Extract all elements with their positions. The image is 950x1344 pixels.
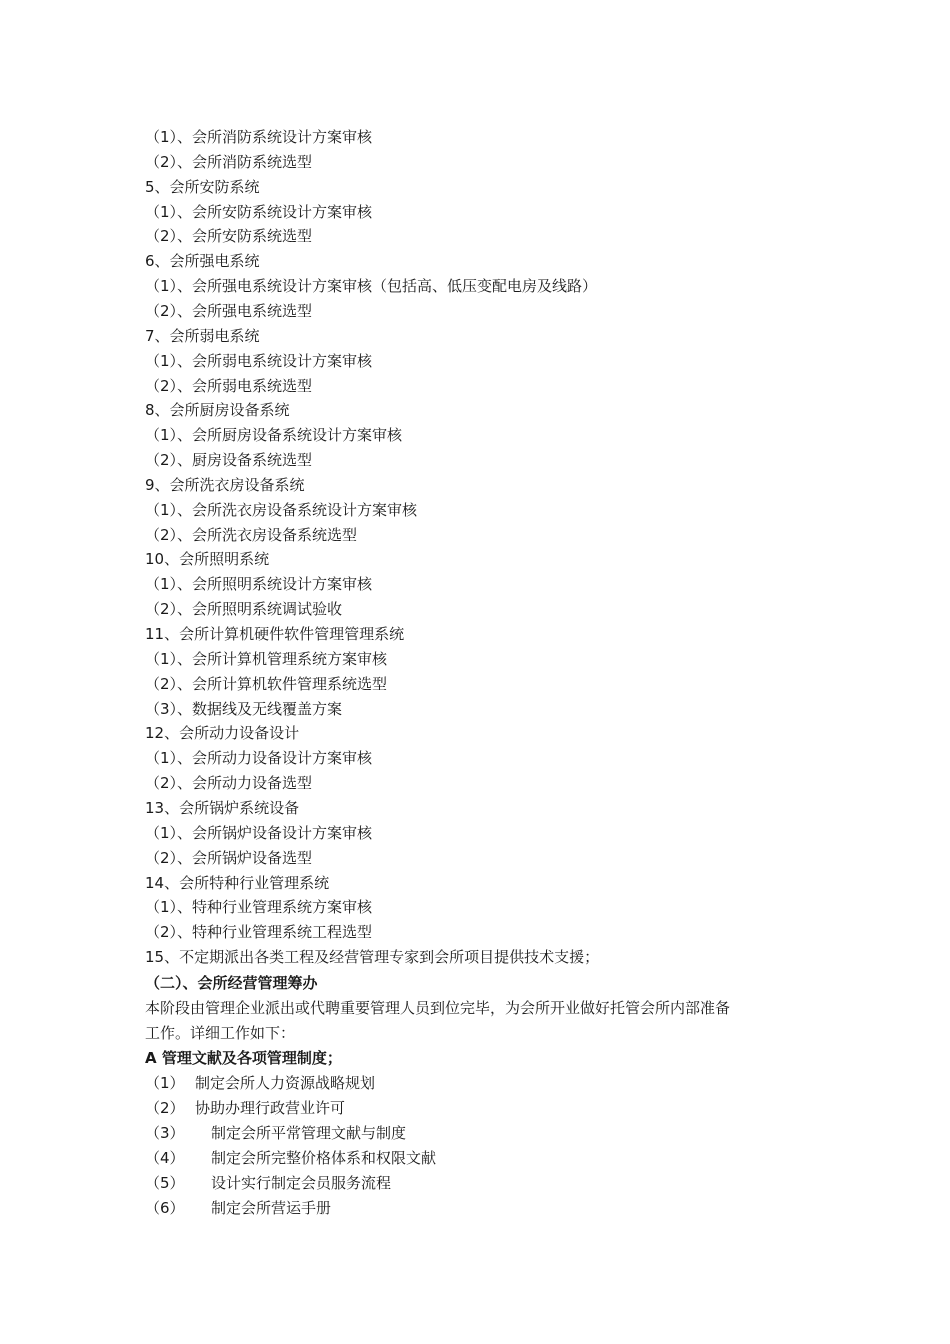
list-item-number: （6） (145, 1199, 185, 1217)
outline-line: （2）、会所锅炉设备选型 (145, 849, 313, 867)
outline-line: （2）、会所弱电系统选型 (145, 377, 313, 395)
outline-line: （1）、会所洗衣房设备系统设计方案审核 (145, 501, 418, 519)
outline-line: （2）、会所动力设备选型 (145, 774, 313, 792)
list-item-text: 协助办理行政营业许可 (195, 1099, 346, 1117)
list-item-number: （3） (145, 1124, 185, 1142)
outline-line: 11、会所计算机硬件软件管理管理系统 (145, 625, 405, 643)
outline-line: （2）、会所消防系统选型 (145, 153, 313, 171)
section-subheading: A 管理文献及各项管理制度； (145, 1049, 342, 1067)
outline-line: 13、会所锅炉系统设备 (145, 799, 300, 817)
list-item-number: （2） (145, 1099, 185, 1117)
list-item (145, 1146, 825, 1171)
outline-line: 10、会所照明系统 (145, 550, 270, 568)
outline-line: （1）、会所弱电系统设计方案审核 (145, 352, 373, 370)
outline-line: 15、不定期派出各类工程及经营管理专家到会所项目提供技术支援； (145, 948, 600, 966)
list-item-number: （4） (145, 1149, 185, 1167)
outline-line: （1）、会所厨房设备系统设计方案审核 (145, 426, 403, 444)
list-item (145, 1071, 825, 1096)
outline-line: （2）、会所计算机软件管理系统选型 (145, 675, 388, 693)
outline-line: （1）、会所锅炉设备设计方案审核 (145, 824, 373, 842)
section-heading: （二）、会所经营管理筹办 (145, 974, 318, 992)
list-item (145, 1096, 825, 1121)
outline-line: （3）、数据线及无线覆盖方案 (145, 700, 343, 718)
list-item-number: （1） (145, 1074, 185, 1092)
list-item-text: 设计实行制定会员服务流程 (211, 1174, 392, 1192)
outline-line: （1）、会所计算机管理系统方案审核 (145, 650, 388, 668)
outline-line: （2）、会所安防系统选型 (145, 227, 313, 245)
outline-line: 14、会所特种行业管理系统 (145, 874, 330, 892)
outline-line: 8、会所厨房设备系统 (145, 401, 290, 419)
list-item (145, 1121, 825, 1146)
outline-line: （1）、会所强电系统设计方案审核（包括高、低压变配电房及线路） (145, 277, 598, 295)
list-item-text: 制定会所完整价格体系和权限文献 (211, 1149, 437, 1167)
outline-line: （2）、会所强电系统选型 (145, 302, 313, 320)
outline-line: （2）、厨房设备系统选型 (145, 451, 313, 469)
list-item-text: 制定会所人力资源战略规划 (195, 1074, 376, 1092)
list-item-text: 制定会所营运手册 (211, 1199, 332, 1217)
list-item-text: 制定会所平常管理文献与制度 (211, 1124, 407, 1142)
outline-line: 9、会所洗衣房设备系统 (145, 476, 305, 494)
list-item (145, 1171, 825, 1196)
outline-line: （1）、会所安防系统设计方案审核 (145, 203, 373, 221)
list-item-number: （5） (145, 1174, 185, 1192)
outline-line: （2）、特种行业管理系统工程选型 (145, 923, 373, 941)
section-paragraph-line-1: 本阶段由管理企业派出或代聘重要管理人员到位完毕，为会所开业做好托管会所内部准备 (145, 999, 731, 1017)
outline-line: （1）、会所动力设备设计方案审核 (145, 749, 373, 767)
outline-line: （2）、会所洗衣房设备系统选型 (145, 526, 358, 544)
list-item (145, 1196, 825, 1221)
outline-line: （1）、会所照明系统设计方案审核 (145, 575, 373, 593)
outline-line: （1）、会所消防系统设计方案审核 (145, 128, 373, 146)
outline-line: 7、会所弱电系统 (145, 327, 260, 345)
outline-line: 5、会所安防系统 (145, 178, 260, 196)
section-paragraph-line-2: 工作。详细工作如下： (145, 1024, 296, 1042)
outline-line: （1）、特种行业管理系统方案审核 (145, 898, 373, 916)
outline-line: 12、会所动力设备设计 (145, 724, 300, 742)
outline-line: 6、会所强电系统 (145, 252, 260, 270)
outline-line: （2）、会所照明系统调试验收 (145, 600, 343, 618)
